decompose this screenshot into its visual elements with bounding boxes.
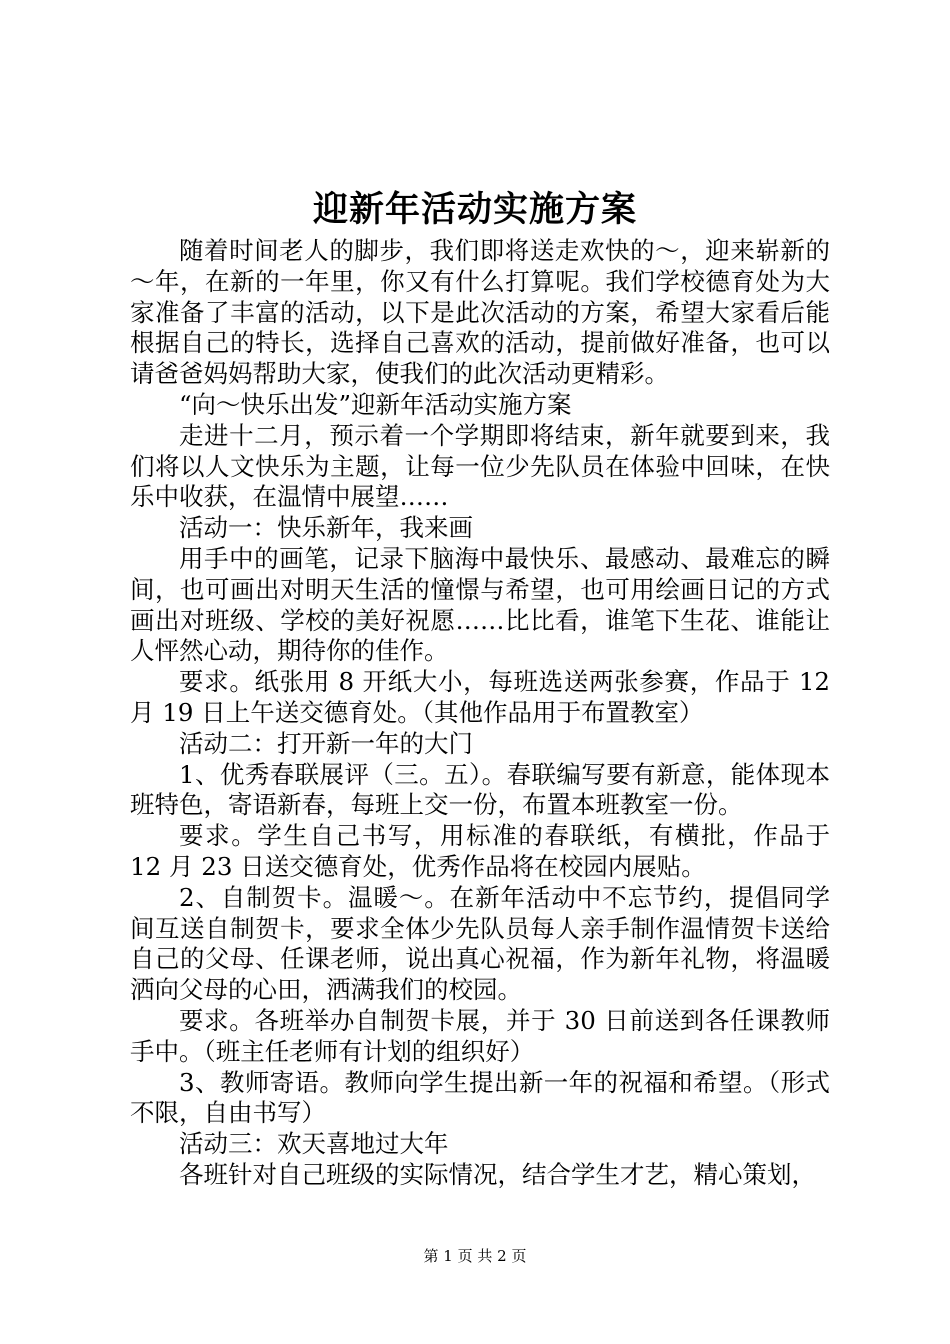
paragraph-intro: 随着时间老人的脚步，我们即将送走欢快的～，迎来崭新的～年，在新的一年里，你又有什么打算呢。我们学校德育处为大家准备了丰富的活动，以下是此次活动的方案，希望大家看后能根据自己的特长，选择自己喜欢的活动，提前做好准备，也可以请爸爸妈妈帮助大家，使我们的此次活动更精彩。	[130, 236, 830, 389]
paragraph-activity-one-req: 要求。纸张用 8 开纸大小，每班选送两张参赛，作品于 12 月 19 日上午送交德育处。（其他作品用于布置教室）	[130, 667, 830, 727]
paragraph-plan-title: “向～快乐出发”迎新年活动实施方案	[179, 389, 572, 419]
document-body	[130, 236, 830, 1191]
paragraph-activity-two-item3: 3、教师寄语。教师向学生提出新一年的祝福和希望。（形式不限，自由书写）	[130, 1067, 830, 1128]
document-title: 迎新年活动实施方案	[312, 189, 637, 230]
paragraph-activity-two-item1: 1、优秀春联展评（三。五）。春联编写要有新意，能体现本班特色，寄语新春，每班上交一份，布置本班教室一份。	[130, 759, 830, 820]
heading-activity-two: 活动二：打开新一年的大门	[179, 728, 473, 758]
heading-activity-three: 活动三：欢天喜地过大年	[179, 1129, 449, 1159]
paragraph-activity-two-item1-req: 要求。学生自己书写，用标准的春联纸，有横批，作品于 12 月 23 日送交德育处，优秀作品将在校园内展贴。	[130, 821, 830, 881]
paragraph-overview: 走进十二月，预示着一个学期即将结束，新年就要到来，我们将以人文快乐为主题，让每一位少先队员在体验中回味，在快乐中收获，在温情中展望……	[130, 420, 830, 512]
heading-activity-one: 活动一：快乐新年，我来画	[179, 513, 473, 543]
paragraph-activity-two-item2: 2、自制贺卡。温暖～。在新年活动中不忘节约，提倡同学间互送自制贺卡，要求全体少先队员每人亲手制作温情贺卡送给自己的父母、任课老师，说出真心祝福，作为新年礼物，将温暖洒向父母的心田，洒满我们的校园。	[130, 882, 830, 1005]
page-footer: 第 1 页 共 2 页	[423, 1247, 527, 1265]
paragraph-activity-one-desc: 用手中的画笔，记录下脑海中最快乐、最感动、最难忘的瞬间，也可画出对明天生活的憧憬与希望，也可用绘画日记的方式画出对班级、学校的美好祝愿……比比看，谁笔下生花、谁能让人怦然心动，期待你的佳作。	[130, 543, 830, 666]
paragraph-activity-three-desc: 各班针对自己班级的实际情况，结合学生才艺，精心策划，	[179, 1159, 816, 1189]
paragraph-activity-two-item2-req: 要求。各班举办自制贺卡展，并于 30 日前送到各任课教师手中。（班主任老师有计划的组织好）	[130, 1005, 830, 1066]
